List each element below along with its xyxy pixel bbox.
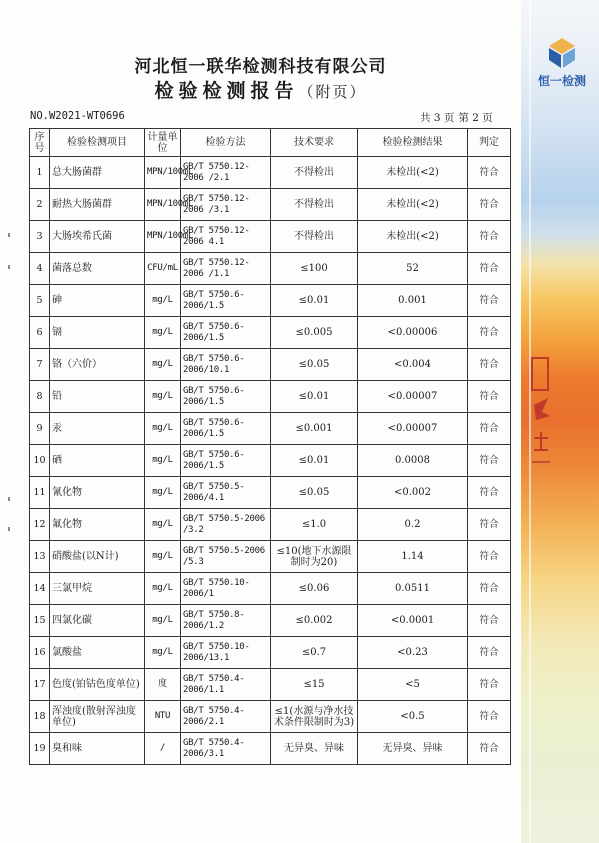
cell-method: GB/T 5750.10-2006/13.1: [181, 637, 271, 669]
logo-mark-icon: [545, 36, 579, 70]
table-row: [30, 445, 511, 477]
cell-result: <5: [358, 669, 468, 701]
header-judgement: 判定: [468, 129, 511, 157]
cell-requirement: ≤1.0: [271, 509, 358, 541]
table-row: [30, 221, 511, 253]
table-row: [30, 285, 511, 317]
cell-result: 0.2: [358, 509, 468, 541]
cell-result: 未检出(<2): [358, 189, 468, 221]
cell-method: GB/T 5750.6-2006/1.5: [181, 317, 271, 349]
cell-unit: CFU/mL: [145, 253, 181, 285]
page-current: 第 2 页: [458, 112, 493, 124]
cell-judgement: 符合: [468, 413, 511, 445]
cell-judgement: 符合: [468, 637, 511, 669]
cell-judgement: 符合: [468, 701, 511, 733]
cell-item: 硒: [50, 445, 145, 477]
cell-item: 浑浊度(散射浑浊度单位): [50, 701, 145, 733]
cell-method: GB/T 5750.12-2006 /3.1: [181, 189, 271, 221]
cell-requirement: ≤0.005: [271, 317, 358, 349]
cell-item: 耐热大肠菌群: [50, 189, 145, 221]
cell-unit: MPN/100mL: [145, 157, 181, 189]
cell-requirement: ≤0.001: [271, 413, 358, 445]
cell-unit: mg/L: [145, 285, 181, 317]
cell-judgement: 符合: [468, 509, 511, 541]
cell-no: 13: [30, 541, 50, 573]
cell-method: GB/T 5750.12-2006 4.1: [181, 221, 271, 253]
cell-requirement: ≤0.002: [271, 605, 358, 637]
table-row: [30, 573, 511, 605]
cell-no: 7: [30, 349, 50, 381]
cell-result: 1.14: [358, 541, 468, 573]
cell-requirement: 无异臭、异味: [271, 733, 358, 765]
cell-judgement: 符合: [468, 541, 511, 573]
cell-no: 3: [30, 221, 50, 253]
header-item: 检验检测项目: [50, 129, 145, 157]
cell-requirement: ≤0.01: [271, 285, 358, 317]
table-row: [30, 605, 511, 637]
cell-unit: mg/L: [145, 413, 181, 445]
cell-unit: mg/L: [145, 381, 181, 413]
cell-item: 四氯化碳: [50, 605, 145, 637]
cell-item: 菌落总数: [50, 253, 145, 285]
cell-method: GB/T 5750.6-2006/1.5: [181, 285, 271, 317]
cell-method: GB/T 5750.10-2006/1: [181, 573, 271, 605]
table-row: [30, 701, 511, 733]
cell-requirement: ≤10(地下水源限制时为20): [271, 541, 358, 573]
cell-method: GB/T 5750.8-2006/1.2: [181, 605, 271, 637]
cell-method: GB/T 5750.6-2006/1.5: [181, 413, 271, 445]
cell-method: GB/T 5750.6-2006/1.5: [181, 445, 271, 477]
cell-item: 大肠埃希氏菌: [50, 221, 145, 253]
cell-item: 氯酸盐: [50, 637, 145, 669]
cell-item: 氟化物: [50, 509, 145, 541]
table-header-row: [30, 129, 511, 157]
table-row: [30, 509, 511, 541]
cell-unit: mg/L: [145, 445, 181, 477]
cell-item: 氰化物: [50, 477, 145, 509]
cell-unit: 度: [145, 669, 181, 701]
cell-result: 52: [358, 253, 468, 285]
table-row: [30, 253, 511, 285]
page-info: [420, 110, 497, 125]
cell-unit: mg/L: [145, 317, 181, 349]
table-row: [30, 477, 511, 509]
table-row: [30, 317, 511, 349]
header-result: 检验检测结果: [358, 129, 468, 157]
cell-judgement: 符合: [468, 733, 511, 765]
cell-no: 8: [30, 381, 50, 413]
cell-judgement: 符合: [468, 189, 511, 221]
cell-result: <0.002: [358, 477, 468, 509]
cell-result: <0.23: [358, 637, 468, 669]
cell-unit: mg/L: [145, 605, 181, 637]
header-no: 序号: [30, 129, 50, 157]
cell-unit: mg/L: [145, 637, 181, 669]
cell-no: 16: [30, 637, 50, 669]
cell-result: <0.5: [358, 701, 468, 733]
seal-fragment-icon: [528, 350, 554, 470]
cell-no: 17: [30, 669, 50, 701]
cell-item: 镉: [50, 317, 145, 349]
cell-no: 5: [30, 285, 50, 317]
cell-no: 11: [30, 477, 50, 509]
cell-requirement: ≤15: [271, 669, 358, 701]
cell-requirement: ≤0.06: [271, 573, 358, 605]
table-row: [30, 349, 511, 381]
cell-no: 6: [30, 317, 50, 349]
cell-no: 19: [30, 733, 50, 765]
cell-result: <0.00007: [358, 381, 468, 413]
table-row: [30, 381, 511, 413]
report-title: [0, 76, 521, 103]
cell-method: GB/T 5750.6-2006/10.1: [181, 349, 271, 381]
cell-judgement: 符合: [468, 477, 511, 509]
table-row: [30, 157, 511, 189]
cell-unit: mg/L: [145, 509, 181, 541]
cell-unit: mg/L: [145, 349, 181, 381]
cell-no: 14: [30, 573, 50, 605]
cell-unit: MPN/100mL: [145, 189, 181, 221]
cell-result: <0.0001: [358, 605, 468, 637]
cell-unit: /: [145, 733, 181, 765]
cell-requirement: ≤0.05: [271, 477, 358, 509]
cell-item: 铅: [50, 381, 145, 413]
cell-item: 汞: [50, 413, 145, 445]
table-row: [30, 733, 511, 765]
cell-item: 硝酸盐(以N计): [50, 541, 145, 573]
cell-requirement: ≤0.7: [271, 637, 358, 669]
cell-method: GB/T 5750.5-2006 /5.3: [181, 541, 271, 573]
cell-item: 三氯甲烷: [50, 573, 145, 605]
cell-unit: mg/L: [145, 541, 181, 573]
cell-result: 未检出(<2): [358, 221, 468, 253]
cell-judgement: 符合: [468, 157, 511, 189]
cell-method: GB/T 5750.12-2006 /1.1: [181, 253, 271, 285]
cell-item: 色度(铂钴色度单位): [50, 669, 145, 701]
cell-result: 0.001: [358, 285, 468, 317]
cell-result: <0.00007: [358, 413, 468, 445]
cell-result: 0.0008: [358, 445, 468, 477]
cell-result: 无异臭、异味: [358, 733, 468, 765]
cell-judgement: 符合: [468, 285, 511, 317]
cell-method: GB/T 5750.6-2006/1.5: [181, 381, 271, 413]
cell-unit: mg/L: [145, 477, 181, 509]
cell-unit: mg/L: [145, 573, 181, 605]
cell-no: 18: [30, 701, 50, 733]
cell-judgement: 符合: [468, 221, 511, 253]
cell-method: GB/T 5750.4-2006/2.1: [181, 701, 271, 733]
cell-item: 臭和味: [50, 733, 145, 765]
header-method: 检验方法: [181, 129, 271, 157]
cell-requirement: ≤0.05: [271, 349, 358, 381]
table-row: [30, 637, 511, 669]
cell-result: <0.004: [358, 349, 468, 381]
cell-method: GB/T 5750.12-2006 /2.1: [181, 157, 271, 189]
cell-no: 12: [30, 509, 50, 541]
results-table: [29, 128, 511, 765]
cell-no: 9: [30, 413, 50, 445]
cell-result: 0.0511: [358, 573, 468, 605]
cell-judgement: 符合: [468, 317, 511, 349]
cell-no: 4: [30, 253, 50, 285]
cell-no: 2: [30, 189, 50, 221]
cell-judgement: 符合: [468, 349, 511, 381]
table-row: [30, 189, 511, 221]
cell-no: 10: [30, 445, 50, 477]
cell-result: 未检出(<2): [358, 157, 468, 189]
cell-judgement: 符合: [468, 381, 511, 413]
logo-text: 恒一检测: [537, 74, 586, 88]
cell-requirement: 不得检出: [271, 221, 358, 253]
table-row: [30, 669, 511, 701]
cell-method: GB/T 5750.5-2006 /3.2: [181, 509, 271, 541]
cell-unit: MPN/100mL: [145, 221, 181, 253]
report-title-main: 检验检测报告: [154, 80, 299, 102]
cell-unit: NTU: [145, 701, 181, 733]
table-row: [30, 541, 511, 573]
table-row: [30, 413, 511, 445]
cell-requirement: ≤0.01: [271, 381, 358, 413]
header-unit: 计量单位: [145, 129, 181, 157]
cell-method: GB/T 5750.4-2006/3.1: [181, 733, 271, 765]
cell-item: 铬（六价）: [50, 349, 145, 381]
cell-method: GB/T 5750.5-2006/4.1: [181, 477, 271, 509]
cell-no: 15: [30, 605, 50, 637]
cell-method: GB/T 5750.4-2006/1.1: [181, 669, 271, 701]
cell-result: <0.00006: [358, 317, 468, 349]
cell-no: 1: [30, 157, 50, 189]
cell-judgement: 符合: [468, 605, 511, 637]
cell-judgement: 符合: [468, 445, 511, 477]
cell-item: 砷: [50, 285, 145, 317]
cell-requirement: ≤100: [271, 253, 358, 285]
report-number: NO.W2021-WT0696: [30, 110, 125, 122]
cell-judgement: 符合: [468, 573, 511, 605]
cell-requirement: ≤0.01: [271, 445, 358, 477]
page-total: 共 3 页: [420, 112, 455, 124]
company-logo: [534, 36, 590, 89]
header-requirement: 技术要求: [271, 129, 358, 157]
cell-item: 总大肠菌群: [50, 157, 145, 189]
cell-requirement: 不得检出: [271, 157, 358, 189]
cell-judgement: 符合: [468, 253, 511, 285]
cell-requirement: 不得检出: [271, 189, 358, 221]
report-title-sub: （附页）: [298, 83, 367, 101]
company-name: 河北恒一联华检测科技有限公司: [134, 57, 387, 77]
cell-judgement: 符合: [468, 669, 511, 701]
cell-requirement: ≤1(水源与净水技术条件限制时为3): [271, 701, 358, 733]
